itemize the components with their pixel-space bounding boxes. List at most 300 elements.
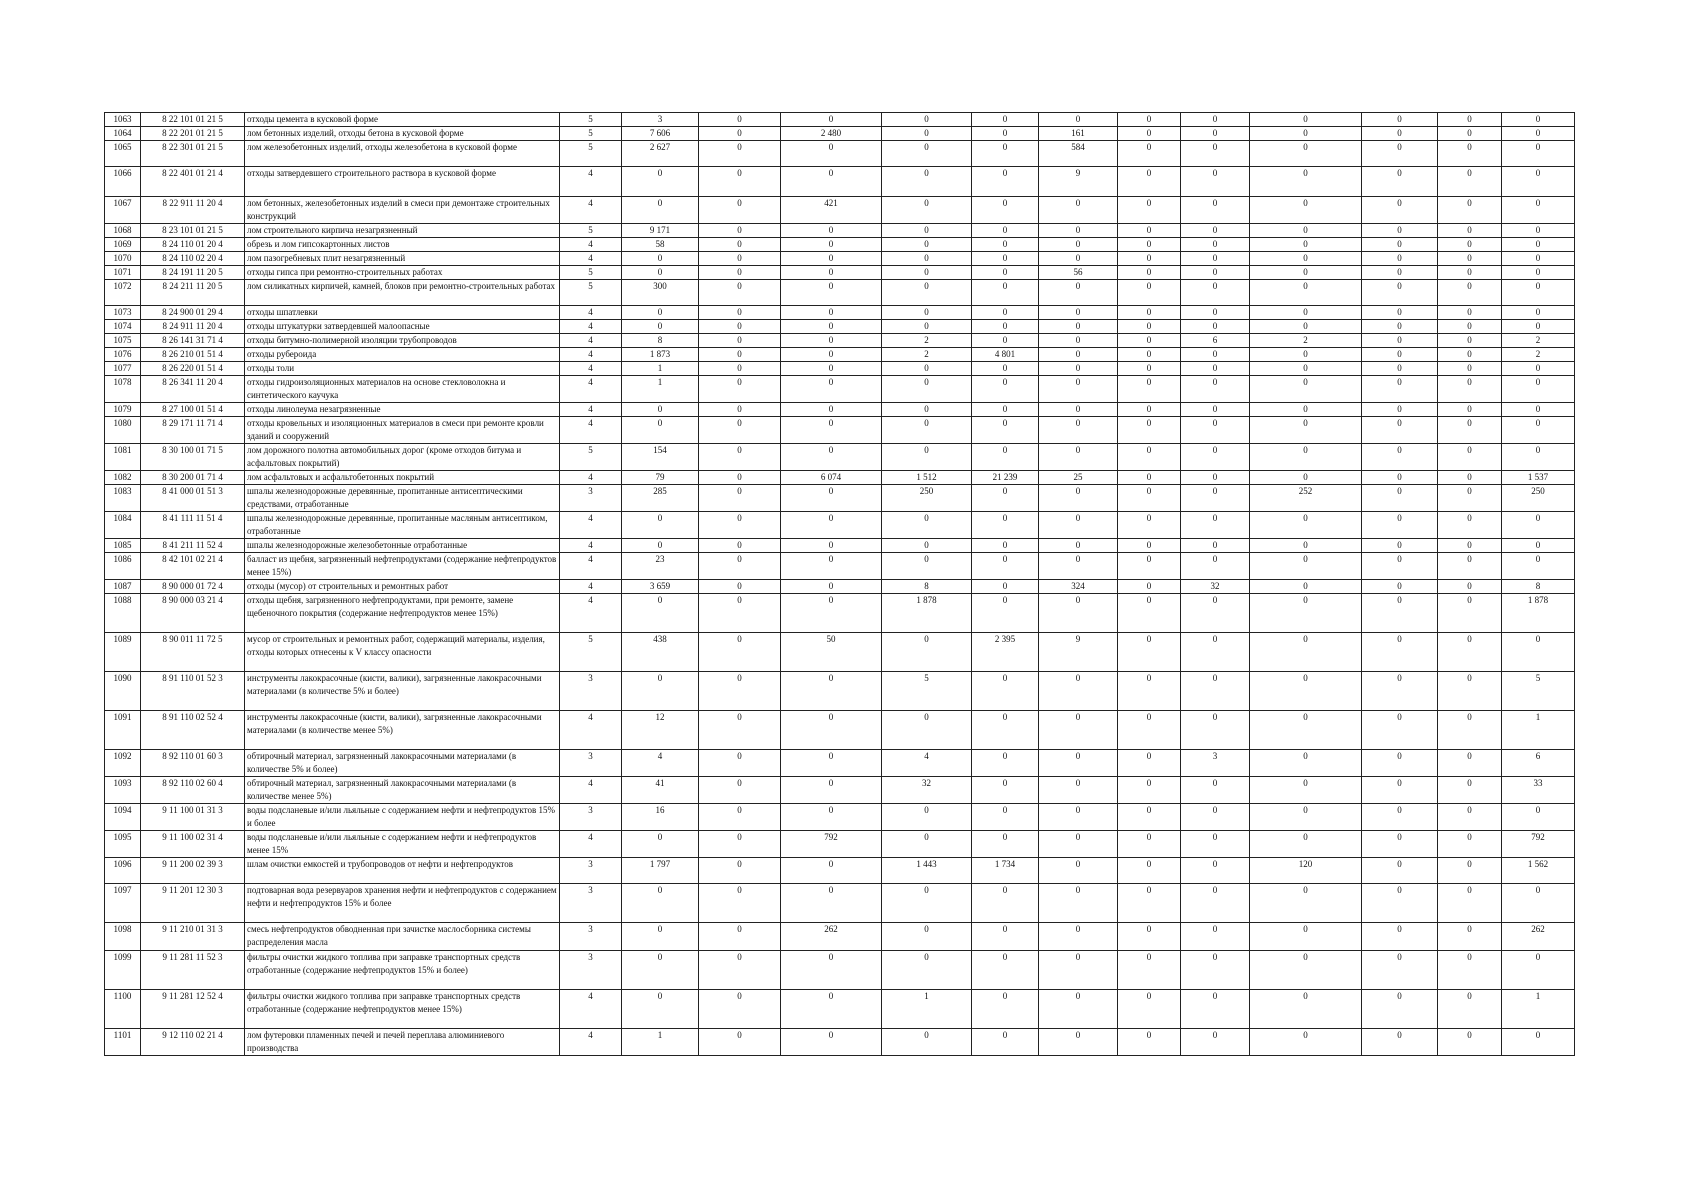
value-cell: 0: [1181, 127, 1250, 141]
value-cell: 0: [1502, 224, 1575, 238]
value-cell: 0: [1250, 306, 1362, 320]
value-cell: 0: [699, 539, 781, 553]
value-cell: 0: [972, 512, 1039, 539]
value-cell: 1 878: [1502, 594, 1575, 633]
value-cell: 0: [1438, 167, 1502, 197]
value-cell: 0: [972, 334, 1039, 348]
value-cell: 0: [781, 417, 882, 444]
value-cell: 0: [1118, 113, 1181, 127]
value-cell: 0: [699, 266, 781, 280]
value-cell: 0: [699, 990, 781, 1029]
value-cell: 0: [699, 444, 781, 471]
value-cell: 0: [1362, 539, 1438, 553]
value-cell: 0: [1362, 127, 1438, 141]
waste-code-cell: 8 22 301 01 21 5: [141, 141, 245, 167]
value-cell: 0: [1039, 923, 1118, 951]
value-cell: 421: [781, 197, 882, 224]
value-cell: 0: [1039, 348, 1118, 362]
value-cell: 0: [1118, 444, 1181, 471]
value-cell: 0: [699, 141, 781, 167]
value-cell: 0: [1438, 266, 1502, 280]
value-cell: 0: [781, 348, 882, 362]
table-row: [105, 348, 1575, 362]
value-cell: 0: [1362, 141, 1438, 167]
value-cell: 0: [1438, 580, 1502, 594]
value-cell: 0: [1502, 804, 1575, 831]
value-cell: 0: [972, 804, 1039, 831]
row-number-cell: 1076: [105, 348, 141, 362]
value-cell: 0: [1362, 923, 1438, 951]
value-cell: 0: [699, 471, 781, 485]
table-row: [105, 711, 1575, 750]
value-cell: 0: [1362, 224, 1438, 238]
value-cell: 0: [1250, 750, 1362, 777]
waste-code-cell: 9 12 110 02 21 4: [141, 1029, 245, 1056]
value-cell: 0: [1250, 376, 1362, 403]
row-number-cell: 1096: [105, 858, 141, 884]
hazard-class-cell: 3: [560, 951, 622, 990]
value-cell: 0: [1118, 951, 1181, 990]
value-cell: 0: [1039, 376, 1118, 403]
row-number-cell: 1074: [105, 320, 141, 334]
value-cell: 0: [882, 362, 972, 376]
value-cell: 0: [882, 403, 972, 417]
waste-code-cell: 8 24 191 11 20 5: [141, 266, 245, 280]
value-cell: 0: [622, 320, 699, 334]
value-cell: 0: [1181, 403, 1250, 417]
value-cell: 21 239: [972, 471, 1039, 485]
value-cell: 0: [1118, 990, 1181, 1029]
value-cell: 0: [1118, 858, 1181, 884]
value-cell: 0: [1181, 238, 1250, 252]
value-cell: 0: [699, 224, 781, 238]
value-cell: 0: [882, 238, 972, 252]
value-cell: 9 171: [622, 224, 699, 238]
value-cell: 32: [1181, 580, 1250, 594]
value-cell: 0: [1181, 266, 1250, 280]
waste-name-cell: отходы толи: [245, 362, 560, 376]
table-row: [105, 990, 1575, 1029]
waste-name-cell: отходы битумно-полимерной изоляции трубопроводов: [245, 334, 560, 348]
value-cell: 0: [1250, 580, 1362, 594]
waste-name-cell: отходы линолеума незагрязненные: [245, 403, 560, 417]
value-cell: 0: [1362, 197, 1438, 224]
row-number-cell: 1066: [105, 167, 141, 197]
waste-code-cell: 8 24 911 11 20 4: [141, 320, 245, 334]
value-cell: 252: [1250, 485, 1362, 512]
value-cell: 0: [622, 672, 699, 711]
value-cell: 0: [1362, 348, 1438, 362]
row-number-cell: 1087: [105, 580, 141, 594]
value-cell: 0: [972, 990, 1039, 1029]
hazard-class-cell: 4: [560, 252, 622, 266]
value-cell: 0: [1118, 485, 1181, 512]
value-cell: 0: [781, 141, 882, 167]
value-cell: 0: [1362, 884, 1438, 923]
value-cell: 0: [1118, 362, 1181, 376]
value-cell: 0: [882, 252, 972, 266]
value-cell: 0: [1502, 167, 1575, 197]
value-cell: 0: [1250, 804, 1362, 831]
value-cell: 0: [1118, 672, 1181, 711]
waste-name-cell: лом бетонных изделий, отходы бетона в кусковой форме: [245, 127, 560, 141]
value-cell: 0: [1039, 594, 1118, 633]
value-cell: 0: [1250, 252, 1362, 266]
value-cell: 0: [1438, 348, 1502, 362]
table-row: [105, 884, 1575, 923]
value-cell: 0: [1039, 334, 1118, 348]
value-cell: 0: [1438, 633, 1502, 672]
value-cell: 0: [1181, 471, 1250, 485]
table-row: [105, 553, 1575, 580]
value-cell: 0: [1118, 320, 1181, 334]
value-cell: 0: [882, 266, 972, 280]
waste-code-cell: 8 90 000 03 21 4: [141, 594, 245, 633]
value-cell: 0: [1118, 306, 1181, 320]
value-cell: 0: [1502, 553, 1575, 580]
value-cell: 0: [1362, 280, 1438, 306]
value-cell: 1: [622, 1029, 699, 1056]
value-cell: 0: [1502, 1029, 1575, 1056]
value-cell: 0: [1181, 884, 1250, 923]
value-cell: 0: [1181, 113, 1250, 127]
value-cell: 0: [1039, 539, 1118, 553]
hazard-class-cell: 3: [560, 750, 622, 777]
value-cell: 0: [1362, 580, 1438, 594]
value-cell: 0: [1438, 362, 1502, 376]
value-cell: 0: [1181, 417, 1250, 444]
waste-code-cell: 8 26 341 11 20 4: [141, 376, 245, 403]
value-cell: 0: [1039, 990, 1118, 1029]
value-cell: 2 480: [781, 127, 882, 141]
value-cell: 0: [699, 197, 781, 224]
waste-name-cell: воды подсланевые и/или льяльные с содержанием нефти и нефтепродуктов менее 15%: [245, 831, 560, 858]
value-cell: 0: [972, 444, 1039, 471]
hazard-class-cell: 5: [560, 280, 622, 306]
hazard-class-cell: 4: [560, 580, 622, 594]
value-cell: 0: [1250, 923, 1362, 951]
value-cell: 0: [1118, 280, 1181, 306]
waste-name-cell: лом силикатных кирпичей, камней, блоков при ремонтно-строительных работах: [245, 280, 560, 306]
value-cell: 0: [1181, 167, 1250, 197]
value-cell: 9: [1039, 633, 1118, 672]
value-cell: 0: [699, 884, 781, 923]
value-cell: 0: [781, 444, 882, 471]
waste-name-cell: балласт из щебня, загрязненный нефтепродуктами (содержание нефтепродуктов менее 15%): [245, 553, 560, 580]
value-cell: 0: [972, 127, 1039, 141]
table-row: [105, 444, 1575, 471]
value-cell: 0: [1438, 485, 1502, 512]
value-cell: 0: [699, 127, 781, 141]
value-cell: 0: [1118, 417, 1181, 444]
table-row: [105, 280, 1575, 306]
hazard-class-cell: 3: [560, 672, 622, 711]
value-cell: 0: [972, 750, 1039, 777]
value-cell: 0: [699, 280, 781, 306]
value-cell: 0: [882, 1029, 972, 1056]
table-row: [105, 376, 1575, 403]
hazard-class-cell: 4: [560, 594, 622, 633]
table-row: [105, 417, 1575, 444]
value-cell: 0: [882, 224, 972, 238]
value-cell: 0: [1438, 280, 1502, 306]
value-cell: 0: [1039, 306, 1118, 320]
value-cell: 0: [1181, 362, 1250, 376]
value-cell: 0: [1362, 672, 1438, 711]
hazard-class-cell: 5: [560, 224, 622, 238]
value-cell: 0: [882, 923, 972, 951]
value-cell: 0: [1438, 923, 1502, 951]
value-cell: 584: [1039, 141, 1118, 167]
value-cell: 0: [1181, 252, 1250, 266]
value-cell: 0: [781, 594, 882, 633]
waste-name-cell: лом железобетонных изделий, отходы железобетона в кусковой форме: [245, 141, 560, 167]
value-cell: 9: [1039, 167, 1118, 197]
value-cell: 0: [1250, 1029, 1362, 1056]
waste-name-cell: шпалы железнодорожные железобетонные отработанные: [245, 539, 560, 553]
value-cell: 0: [1250, 127, 1362, 141]
table-row: [105, 831, 1575, 858]
value-cell: 0: [972, 280, 1039, 306]
value-cell: 3: [622, 113, 699, 127]
value-cell: 6: [1502, 750, 1575, 777]
value-cell: 0: [972, 306, 1039, 320]
table-row: [105, 1029, 1575, 1056]
value-cell: 0: [1438, 539, 1502, 553]
row-number-cell: 1063: [105, 113, 141, 127]
value-cell: 0: [1438, 113, 1502, 127]
waste-code-cell: 8 24 900 01 29 4: [141, 306, 245, 320]
value-cell: 0: [1362, 362, 1438, 376]
value-cell: 0: [781, 403, 882, 417]
value-cell: 0: [1250, 403, 1362, 417]
value-cell: 0: [1502, 403, 1575, 417]
value-cell: 2: [1502, 334, 1575, 348]
table-row: [105, 238, 1575, 252]
value-cell: 3 659: [622, 580, 699, 594]
value-cell: 0: [781, 672, 882, 711]
hazard-class-cell: 4: [560, 777, 622, 804]
waste-code-cell: 8 24 110 01 20 4: [141, 238, 245, 252]
value-cell: 0: [1039, 1029, 1118, 1056]
value-cell: 0: [1181, 633, 1250, 672]
value-cell: 58: [622, 238, 699, 252]
table-row: [105, 362, 1575, 376]
value-cell: 0: [622, 403, 699, 417]
value-cell: 0: [1039, 711, 1118, 750]
value-cell: 0: [1039, 224, 1118, 238]
value-cell: 0: [882, 376, 972, 403]
value-cell: 0: [972, 113, 1039, 127]
value-cell: 0: [1250, 884, 1362, 923]
value-cell: 0: [1250, 512, 1362, 539]
value-cell: 0: [1362, 512, 1438, 539]
waste-name-cell: отходы кровельных и изоляционных материалов в смеси при ремонте кровли зданий и сооружений: [245, 417, 560, 444]
value-cell: 12: [622, 711, 699, 750]
value-cell: 0: [1118, 804, 1181, 831]
hazard-class-cell: 3: [560, 804, 622, 831]
value-cell: 0: [699, 923, 781, 951]
value-cell: 0: [1181, 923, 1250, 951]
waste-code-cell: 8 30 200 01 71 4: [141, 471, 245, 485]
row-number-cell: 1093: [105, 777, 141, 804]
table-row: [105, 141, 1575, 167]
value-cell: 0: [1502, 362, 1575, 376]
value-cell: 0: [1118, 471, 1181, 485]
value-cell: 0: [882, 804, 972, 831]
value-cell: 0: [972, 266, 1039, 280]
waste-name-cell: отходы шпатлевки: [245, 306, 560, 320]
value-cell: 0: [622, 923, 699, 951]
hazard-class-cell: 4: [560, 167, 622, 197]
row-number-cell: 1089: [105, 633, 141, 672]
value-cell: 0: [1362, 238, 1438, 252]
value-cell: 0: [1502, 113, 1575, 127]
value-cell: 0: [972, 417, 1039, 444]
value-cell: 0: [699, 334, 781, 348]
value-cell: 1: [882, 990, 972, 1029]
value-cell: 0: [972, 224, 1039, 238]
value-cell: 0: [1118, 334, 1181, 348]
value-cell: 0: [1181, 348, 1250, 362]
hazard-class-cell: 4: [560, 990, 622, 1029]
value-cell: 0: [622, 197, 699, 224]
value-cell: 0: [1181, 376, 1250, 403]
value-cell: 792: [781, 831, 882, 858]
value-cell: 0: [1502, 417, 1575, 444]
value-cell: 0: [622, 831, 699, 858]
waste-code-cell: 9 11 210 01 31 3: [141, 923, 245, 951]
waste-name-cell: отходы цемента в кусковой форме: [245, 113, 560, 127]
value-cell: 0: [1039, 858, 1118, 884]
value-cell: 0: [1438, 238, 1502, 252]
value-cell: 0: [1118, 348, 1181, 362]
value-cell: 0: [781, 266, 882, 280]
value-cell: 0: [1250, 594, 1362, 633]
value-cell: 0: [781, 280, 882, 306]
value-cell: 0: [781, 858, 882, 884]
value-cell: 0: [882, 167, 972, 197]
value-cell: 4: [622, 750, 699, 777]
hazard-class-cell: 4: [560, 417, 622, 444]
table-row: [105, 320, 1575, 334]
value-cell: 0: [1039, 512, 1118, 539]
value-cell: 0: [699, 804, 781, 831]
value-cell: 0: [699, 348, 781, 362]
row-number-cell: 1101: [105, 1029, 141, 1056]
value-cell: 41: [622, 777, 699, 804]
table-row: [105, 951, 1575, 990]
value-cell: 1: [622, 376, 699, 403]
value-cell: 0: [1118, 238, 1181, 252]
value-cell: 0: [972, 376, 1039, 403]
value-cell: 8: [622, 334, 699, 348]
value-cell: 0: [882, 539, 972, 553]
value-cell: 0: [972, 539, 1039, 553]
waste-code-cell: 8 24 211 11 20 5: [141, 280, 245, 306]
value-cell: 0: [1039, 485, 1118, 512]
row-number-cell: 1079: [105, 403, 141, 417]
row-number-cell: 1082: [105, 471, 141, 485]
table-row: [105, 580, 1575, 594]
value-cell: 0: [1362, 320, 1438, 334]
value-cell: 0: [1181, 1029, 1250, 1056]
value-cell: 0: [1438, 334, 1502, 348]
hazard-class-cell: 5: [560, 633, 622, 672]
table-row: [105, 334, 1575, 348]
value-cell: 0: [1039, 444, 1118, 471]
waste-name-cell: лом асфальтовых и асфальтобетонных покрытий: [245, 471, 560, 485]
value-cell: 0: [699, 417, 781, 444]
value-cell: 0: [622, 167, 699, 197]
waste-name-cell: воды подсланевые и/или льяльные с содержанием нефти и нефтепродуктов 15% и более: [245, 804, 560, 831]
value-cell: 0: [1181, 539, 1250, 553]
value-cell: 0: [1502, 539, 1575, 553]
waste-code-cell: 8 22 101 01 21 5: [141, 113, 245, 127]
value-cell: 0: [1250, 951, 1362, 990]
value-cell: 0: [1362, 553, 1438, 580]
value-cell: 3: [1181, 750, 1250, 777]
value-cell: 0: [781, 334, 882, 348]
value-cell: 0: [622, 306, 699, 320]
value-cell: 0: [1438, 672, 1502, 711]
hazard-class-cell: 4: [560, 471, 622, 485]
value-cell: 0: [1250, 113, 1362, 127]
value-cell: 0: [699, 252, 781, 266]
value-cell: 7 606: [622, 127, 699, 141]
waste-name-cell: подтоварная вода резервуаров хранения нефти и нефтепродуктов с содержанием нефти и нефтепродуктов 15% и более: [245, 884, 560, 923]
value-cell: 2 627: [622, 141, 699, 167]
waste-name-cell: обтирочный материал, загрязненный лакокрасочными материалами (в количестве менее 5%): [245, 777, 560, 804]
waste-name-cell: фильтры очистки жидкого топлива при заправке транспортных средств отработанные (содержание нефтепродуктов 15% и более): [245, 951, 560, 990]
waste-code-cell: 8 41 000 01 51 3: [141, 485, 245, 512]
value-cell: 0: [1118, 224, 1181, 238]
value-cell: 161: [1039, 127, 1118, 141]
value-cell: 0: [882, 512, 972, 539]
value-cell: 0: [699, 750, 781, 777]
waste-code-cell: 8 22 911 11 20 4: [141, 197, 245, 224]
value-cell: 8: [1502, 580, 1575, 594]
value-cell: 0: [1438, 444, 1502, 471]
value-cell: 0: [1118, 594, 1181, 633]
waste-name-cell: отходы затвердевшего строительного раствора в кусковой форме: [245, 167, 560, 197]
value-cell: 0: [972, 197, 1039, 224]
waste-name-cell: лом дорожного полотна автомобильных дорог (кроме отходов битума и асфальтовых покрытий): [245, 444, 560, 471]
value-cell: 0: [1118, 777, 1181, 804]
value-cell: 0: [972, 553, 1039, 580]
hazard-class-cell: 5: [560, 266, 622, 280]
value-cell: 0: [1502, 266, 1575, 280]
value-cell: 0: [1181, 951, 1250, 990]
value-cell: 0: [1118, 923, 1181, 951]
value-cell: 0: [699, 633, 781, 672]
value-cell: 0: [882, 444, 972, 471]
value-cell: 0: [1502, 884, 1575, 923]
waste-table: [104, 112, 1575, 1056]
value-cell: 0: [622, 512, 699, 539]
value-cell: 0: [1181, 141, 1250, 167]
value-cell: 0: [1118, 580, 1181, 594]
value-cell: 0: [781, 777, 882, 804]
hazard-class-cell: 3: [560, 858, 622, 884]
value-cell: 0: [1362, 444, 1438, 471]
value-cell: 262: [781, 923, 882, 951]
waste-code-cell: 8 22 401 01 21 4: [141, 167, 245, 197]
value-cell: 0: [622, 594, 699, 633]
waste-code-cell: 9 11 281 11 52 3: [141, 951, 245, 990]
value-cell: 0: [1039, 280, 1118, 306]
table-row: [105, 594, 1575, 633]
